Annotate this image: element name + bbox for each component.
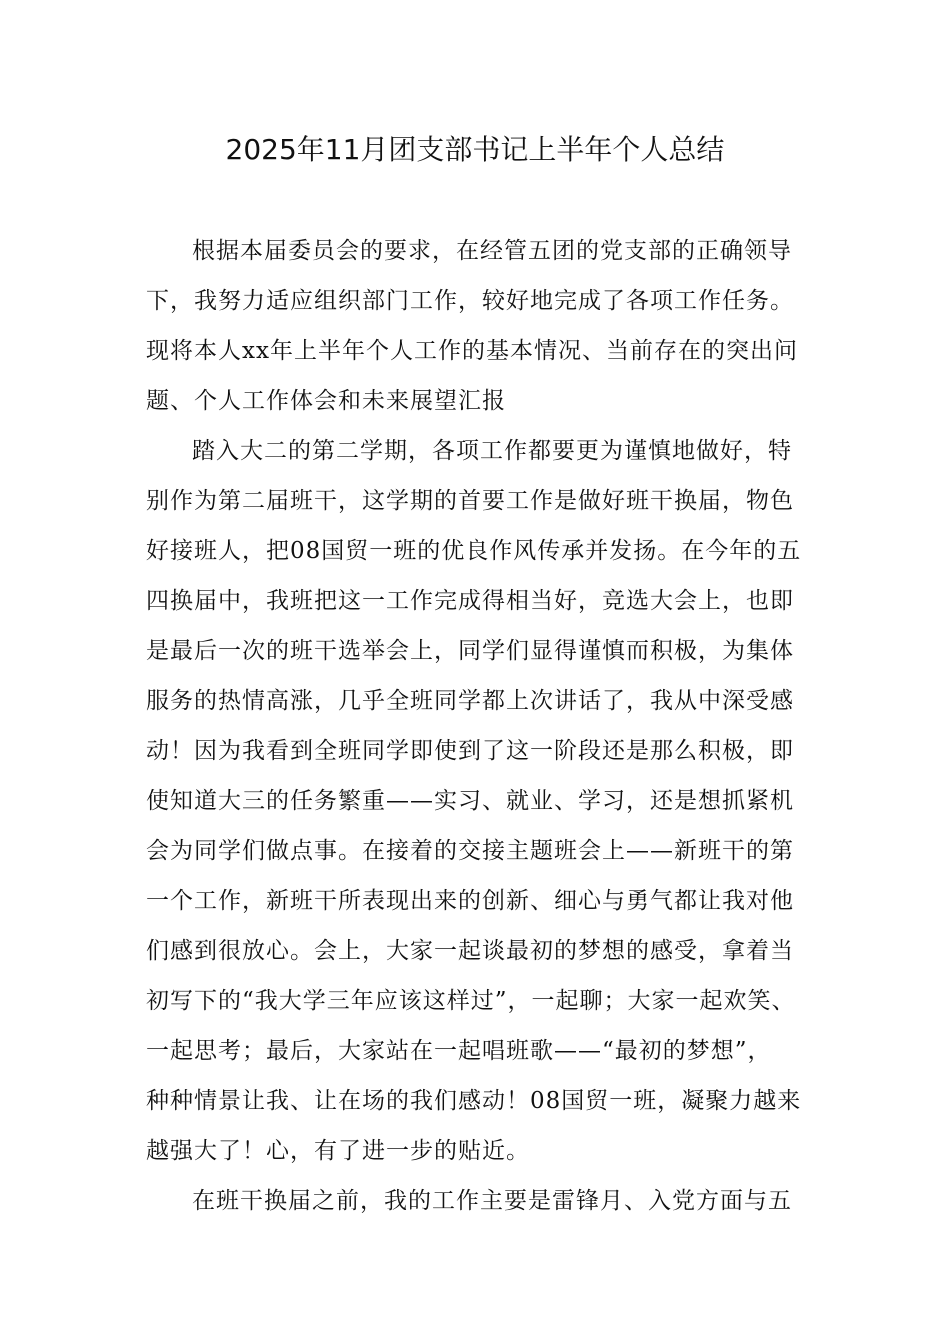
- document-title: 2025年11月团支部书记上半年个人总结: [225, 133, 725, 166]
- paragraph-line: 们感到很放心。会上，大家一起谈最初的梦想的感受，拿着当: [146, 938, 794, 964]
- paragraph-line: 好接班人，把08国贸一班的优良作风传承并发扬。在今年的五: [146, 538, 802, 564]
- paragraph-line: 踏入大二的第二学期，各项工作都要更为谨慎地做好，特: [192, 438, 792, 464]
- paragraph-line: 服务的热情高涨，几乎全班同学都上次讲话了，我从中深受感: [146, 688, 794, 714]
- paragraph-line: 越强大了！心，有了进一步的贴近。: [146, 1138, 530, 1164]
- paragraph-line: 根据本届委员会的要求，在经管五团的党支部的正确领导: [192, 238, 792, 264]
- paragraph-line: 题、个人工作体会和未来展望汇报: [146, 388, 506, 414]
- paragraph-line: 是最后一次的班干选举会上，同学们显得谨慎而积极，为集体: [146, 638, 794, 664]
- paragraph-line: 一个工作，新班干所表现出来的创新、细心与勇气都让我对他: [146, 888, 794, 914]
- paragraph-line: 使知道大三的任务繁重——实习、就业、学习，还是想抓紧机: [146, 788, 794, 814]
- paragraph-line: 下，我努力适应组织部门工作，较好地完成了各项工作任务。: [146, 288, 794, 314]
- paragraph-line: 一起思考；最后，大家站在一起唱班歌——“最初的梦想”，: [146, 1038, 772, 1064]
- paragraph-line: 初写下的“我大学三年应该这样过”，一起聊；大家一起欢笑、: [146, 988, 796, 1014]
- paragraph-line: 在班干换届之前，我的工作主要是雷锋月、入党方面与五: [192, 1188, 792, 1214]
- paragraph-line: 四换届中，我班把这一工作完成得相当好，竞选大会上，也即: [146, 588, 794, 614]
- paragraph-line: 动！因为我看到全班同学即使到了这一阶段还是那么积极，即: [146, 738, 794, 764]
- paragraph-line: 种种情景让我、让在场的我们感动！08国贸一班，凝聚力越来: [146, 1088, 802, 1114]
- paragraph-line: 现将本人xx年上半年个人工作的基本情况、当前存在的突出问: [146, 338, 798, 364]
- paragraph-line: 别作为第二届班干，这学期的首要工作是做好班干换届，物色: [146, 488, 794, 514]
- paragraph-line: 会为同学们做点事。在接着的交接主题班会上——新班干的第: [146, 838, 794, 864]
